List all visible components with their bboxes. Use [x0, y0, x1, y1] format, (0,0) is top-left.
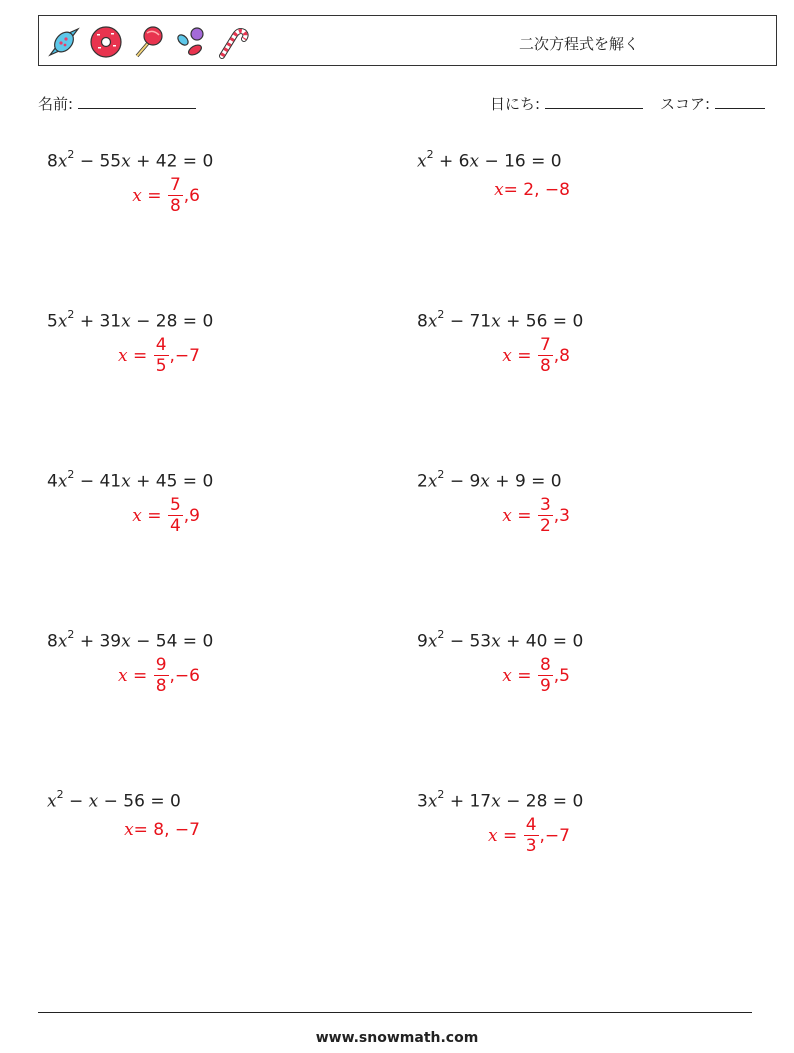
answer-fraction: $\frac{4}{5}$: [155, 335, 167, 376]
answer-fraction: $\frac{7}{8}$: [169, 175, 181, 216]
footer-divider: [38, 1012, 752, 1013]
problem-equation: $9x^2 - 53x + 40 = 0$: [417, 628, 584, 652]
footer-url: www.snowmath.com: [315, 1030, 479, 1046]
answer-fraction: $\frac{3}{2}$: [539, 495, 551, 536]
problem-equation: $x^2 + 6x - 16 = 0$: [417, 148, 562, 172]
name-label: 名前:: [38, 95, 74, 113]
problem-equation: $8x^2 + 39x - 54 = 0$: [47, 628, 214, 652]
problem-answer: x = $\frac{8}{9}$ ,5: [502, 655, 570, 696]
problem-answer: x = $\frac{3}{2}$ ,3: [502, 495, 570, 536]
problem-answer: x = $\frac{7}{8}$ ,8: [502, 335, 570, 376]
candies-icon: [173, 25, 207, 59]
problem-equation: $8x^2 - 71x + 56 = 0$: [417, 308, 584, 332]
problem-answer: x = 8, −7: [124, 820, 200, 840]
problem-answer: x = $\frac{4}{5}$ ,−7: [118, 335, 200, 376]
problem-equation: $x^2 - x - 56 = 0$: [47, 788, 181, 812]
problem-answer: x = $\frac{9}{8}$ ,−6: [118, 655, 200, 696]
answer-fraction: $\frac{9}{8}$: [155, 655, 167, 696]
answer-fraction: $\frac{7}{8}$: [539, 335, 551, 376]
score-blank[interactable]: [715, 94, 765, 109]
problem-answer: x = 2, −8: [494, 180, 570, 200]
problem-equation: $8x^2 - 55x + 42 = 0$: [47, 148, 214, 172]
answer-fraction: $\frac{8}{9}$: [539, 655, 551, 696]
answer-fraction: $\frac{5}{4}$: [169, 495, 181, 536]
worksheet-title: 二次方程式を解く: [519, 35, 640, 53]
candy-icon: [47, 25, 81, 59]
date-field: [490, 93, 643, 114]
problem-equation: $2x^2 - 9x + 9 = 0$: [417, 468, 562, 492]
name-blank[interactable]: [78, 94, 196, 109]
lollipop-icon: [131, 25, 165, 59]
problem-answer: x = $\frac{5}{4}$ ,9: [132, 495, 200, 536]
worksheet-header: [38, 15, 777, 66]
score-label: スコア:: [660, 95, 711, 113]
name-field: [38, 93, 196, 114]
problem-answer: x = $\frac{4}{3}$ ,−7: [488, 815, 570, 856]
answer-fraction: $\frac{4}{3}$: [525, 815, 537, 856]
problem-equation: $5x^2 + 31x - 28 = 0$: [47, 308, 214, 332]
icon-strip: [47, 22, 249, 62]
donut-icon: [89, 25, 123, 59]
problem-equation: $4x^2 - 41x + 45 = 0$: [47, 468, 214, 492]
date-label: 日にち:: [490, 95, 541, 113]
score-field: [660, 93, 765, 114]
problem-answer: x = $\frac{7}{8}$ ,6: [132, 175, 200, 216]
date-blank[interactable]: [545, 94, 643, 109]
problem-equation: $3x^2 + 17x - 28 = 0$: [417, 788, 584, 812]
candy-cane-icon: [215, 25, 249, 59]
